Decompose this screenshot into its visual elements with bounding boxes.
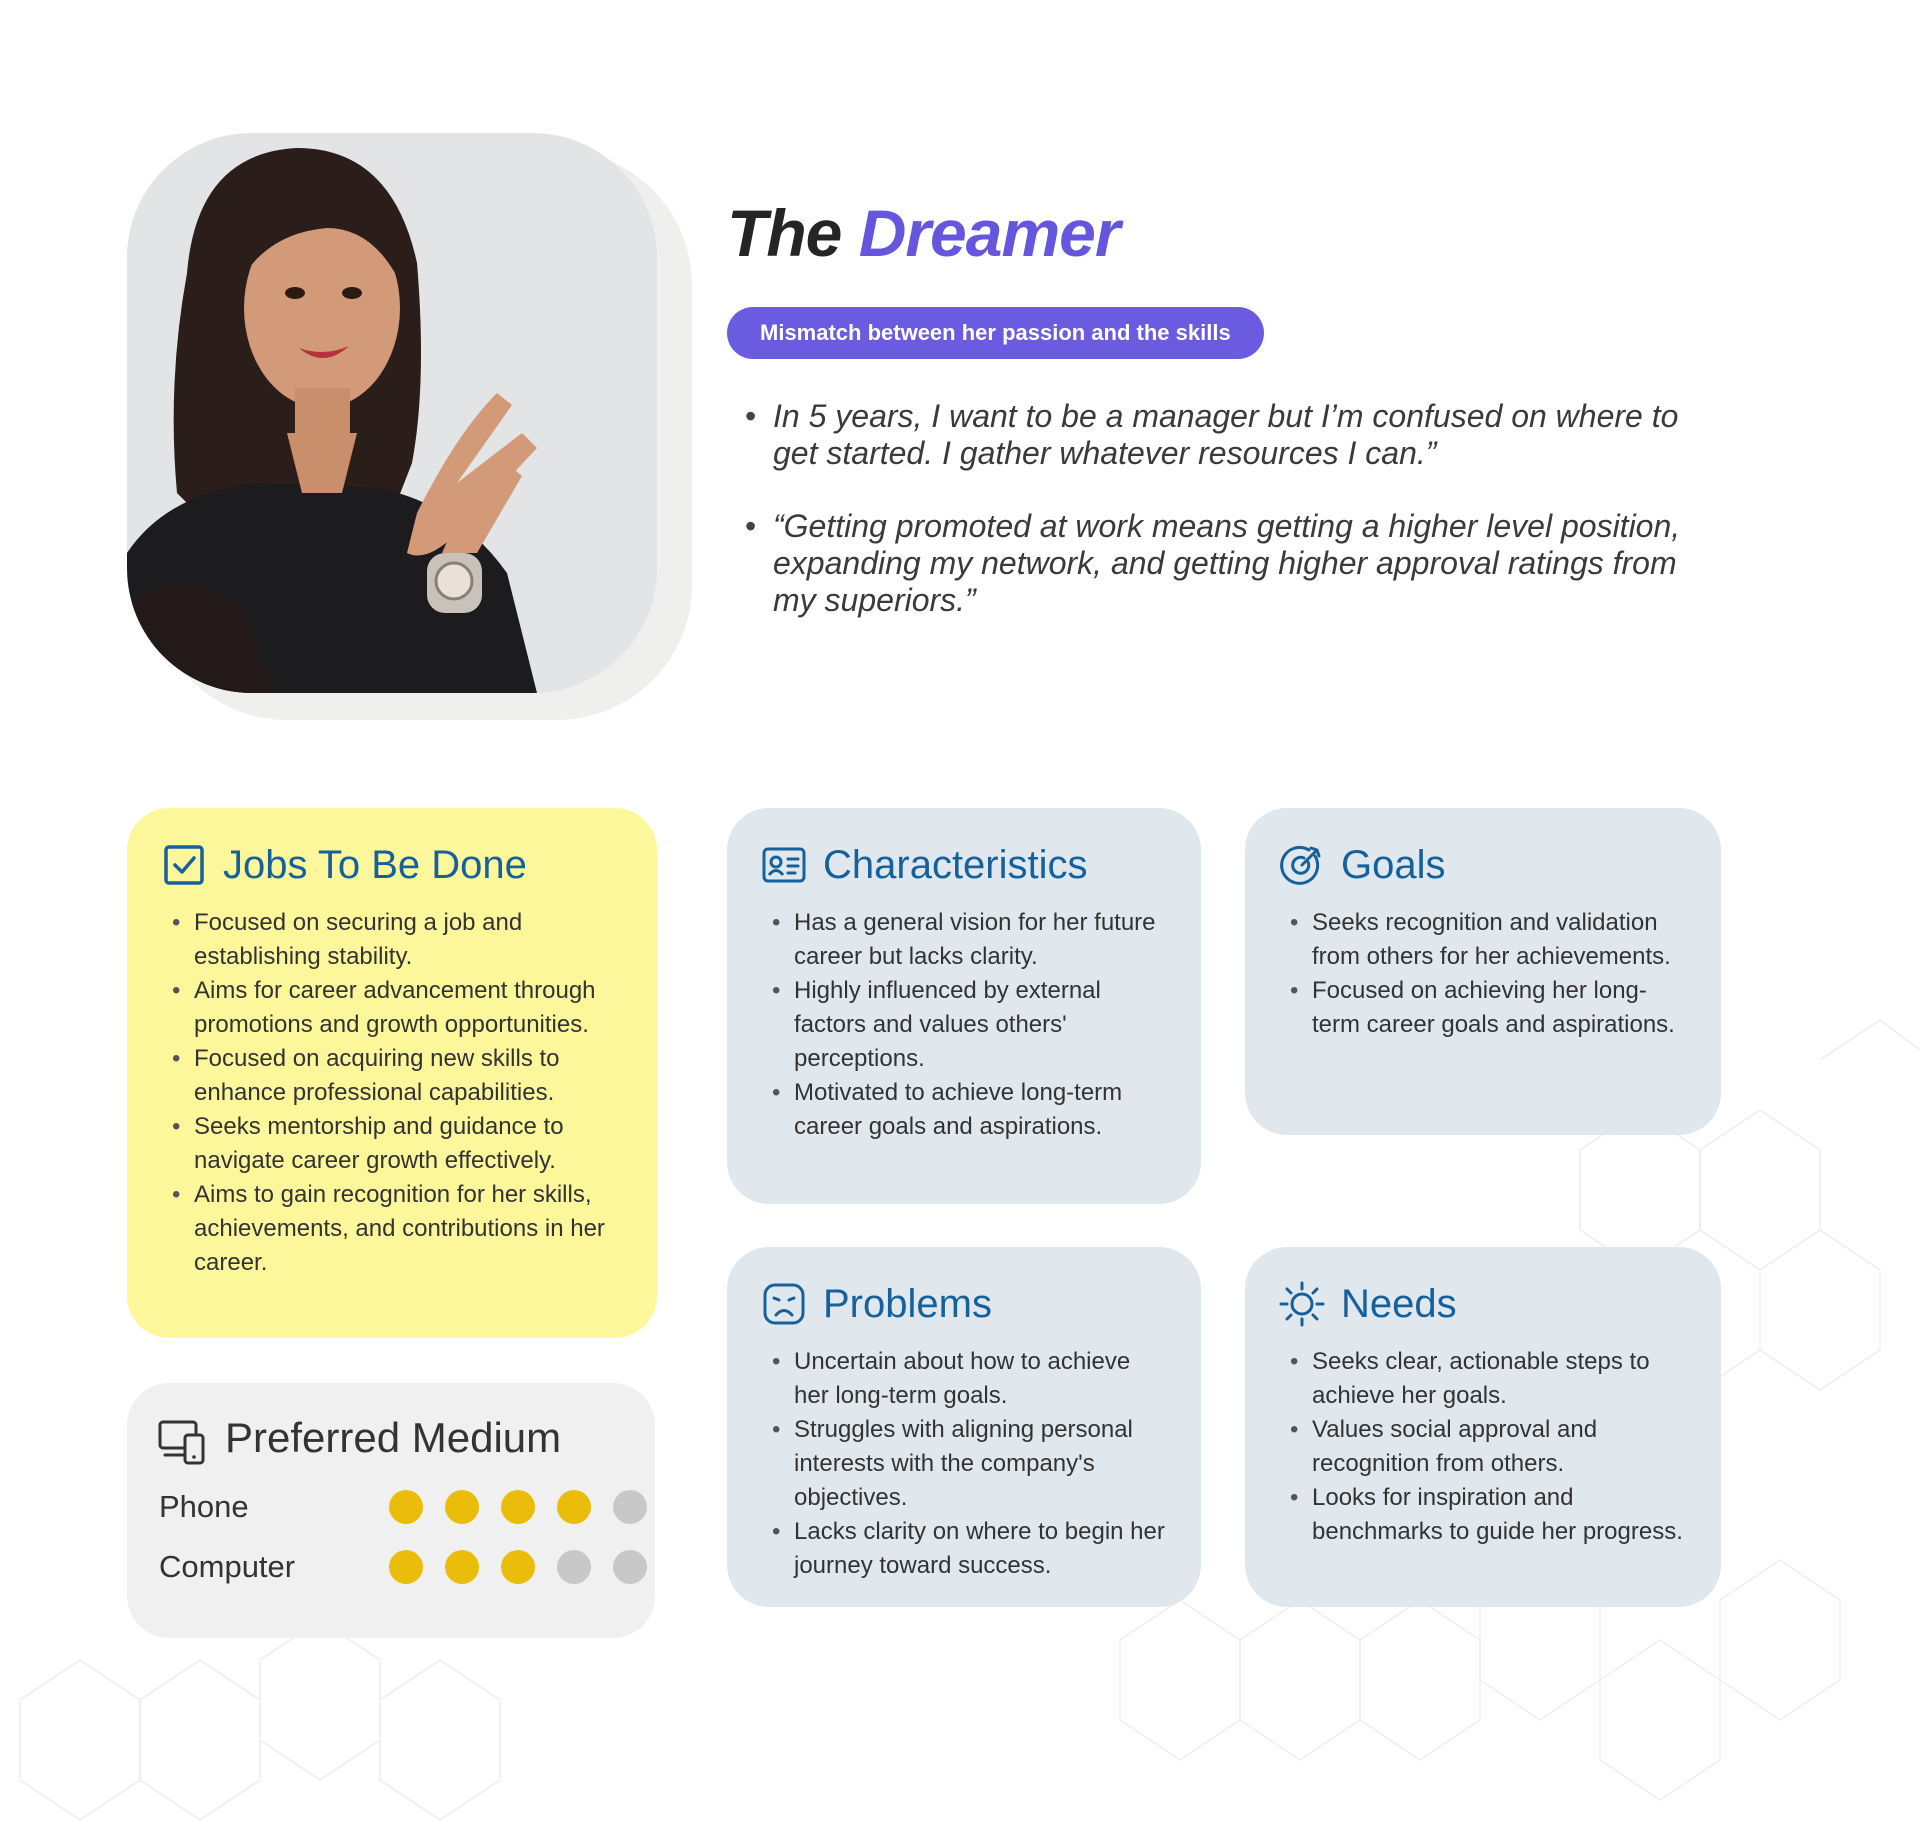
quote-item: • “Getting promoted at work means getting a higher level position, expanding my network, and getting higher approval ratings from my superiors.” [745,508,1705,619]
medium-label: Computer [159,1549,296,1584]
rating-dot-filled [501,1550,535,1584]
list-item: • Seeks mentorship and guidance to navigate career growth effectively. [170,1110,630,1178]
goals-title: Goals [1341,843,1446,887]
list-item: • Uncertain about how to achieve her long-term goals. [770,1345,1170,1413]
list-item: • Aims for career advancement through promotions and growth opportunities. [170,974,630,1042]
list-item: • Focused on securing a job and establishing stability. [170,906,630,974]
characteristics-list [770,906,1170,1144]
needs-title: Needs [1341,1282,1457,1326]
list-item: • Values social approval and recognition from others. [1288,1413,1688,1481]
persona-title [727,196,1120,270]
rating-dot-filled [557,1490,591,1524]
target-icon [1279,842,1325,888]
list-item: • Focused on acquiring new skills to enhance professional capabilities. [170,1042,630,1110]
medium-row-phone [159,1487,629,1527]
title-name: Dreamer [858,196,1120,270]
list-item: • Motivated to achieve long-term career goals and aspirations. [770,1076,1170,1144]
preferred-medium-title: Preferred Medium [225,1414,562,1461]
medium-label: Phone [159,1489,249,1524]
preferred-medium-card [127,1383,655,1638]
title-prefix: The [727,196,842,270]
problems-card [727,1247,1201,1607]
persona-photo [127,133,657,693]
jobs-list [170,906,630,1280]
needs-card [1245,1247,1721,1607]
rating-dot-filled [389,1490,423,1524]
rating-dots [389,1550,647,1584]
id-card-icon [761,842,807,888]
list-item: • Lacks clarity on where to begin her journey toward success. [770,1515,1170,1583]
medium-row-computer [159,1547,629,1587]
rating-dot-filled [445,1550,479,1584]
list-item: • Aims to gain recognition for her skills, achievements, and contributions in her career. [170,1178,630,1280]
rating-dot-filled [445,1490,479,1524]
rating-dot-empty [613,1550,647,1584]
list-item: • Focused on achieving her long-term career goals and aspirations. [1288,974,1688,1042]
goals-card [1245,808,1721,1135]
characteristics-title: Characteristics [823,843,1088,887]
list-item: • Highly influenced by external factors and values others' perceptions. [770,974,1170,1076]
lightbulb-icon [1279,1281,1325,1327]
quote-item: • In 5 years, I want to be a manager but I’m confused on where to get started. I gather whatever resources I can.” [745,398,1705,472]
problems-title: Problems [823,1282,992,1326]
jobs-title: Jobs To Be Done [223,843,527,887]
persona-quotes [745,398,1705,655]
rating-dot-filled [389,1550,423,1584]
jobs-card [127,808,657,1338]
problems-list [770,1345,1170,1583]
list-item: • Looks for inspiration and benchmarks to guide her progress. [1288,1481,1688,1549]
rating-dot-empty [557,1550,591,1584]
needs-list [1288,1345,1688,1549]
checkbox-icon [161,842,207,888]
rating-dots [389,1490,647,1524]
devices-icon [157,1419,207,1465]
characteristics-card [727,808,1201,1204]
list-item: • Seeks clear, actionable steps to achieve her goals. [1288,1345,1688,1413]
sad-face-icon [761,1281,807,1327]
goals-list [1288,906,1688,1042]
tagline-badge: Mismatch between her passion and the skills [727,307,1264,359]
list-item: • Struggles with aligning personal interests with the company's objectives. [770,1413,1170,1515]
list-item: • Has a general vision for her future career but lacks clarity. [770,906,1170,974]
rating-dot-filled [501,1490,535,1524]
rating-dot-empty [613,1490,647,1524]
list-item: • Seeks recognition and validation from others for her achievements. [1288,906,1688,974]
